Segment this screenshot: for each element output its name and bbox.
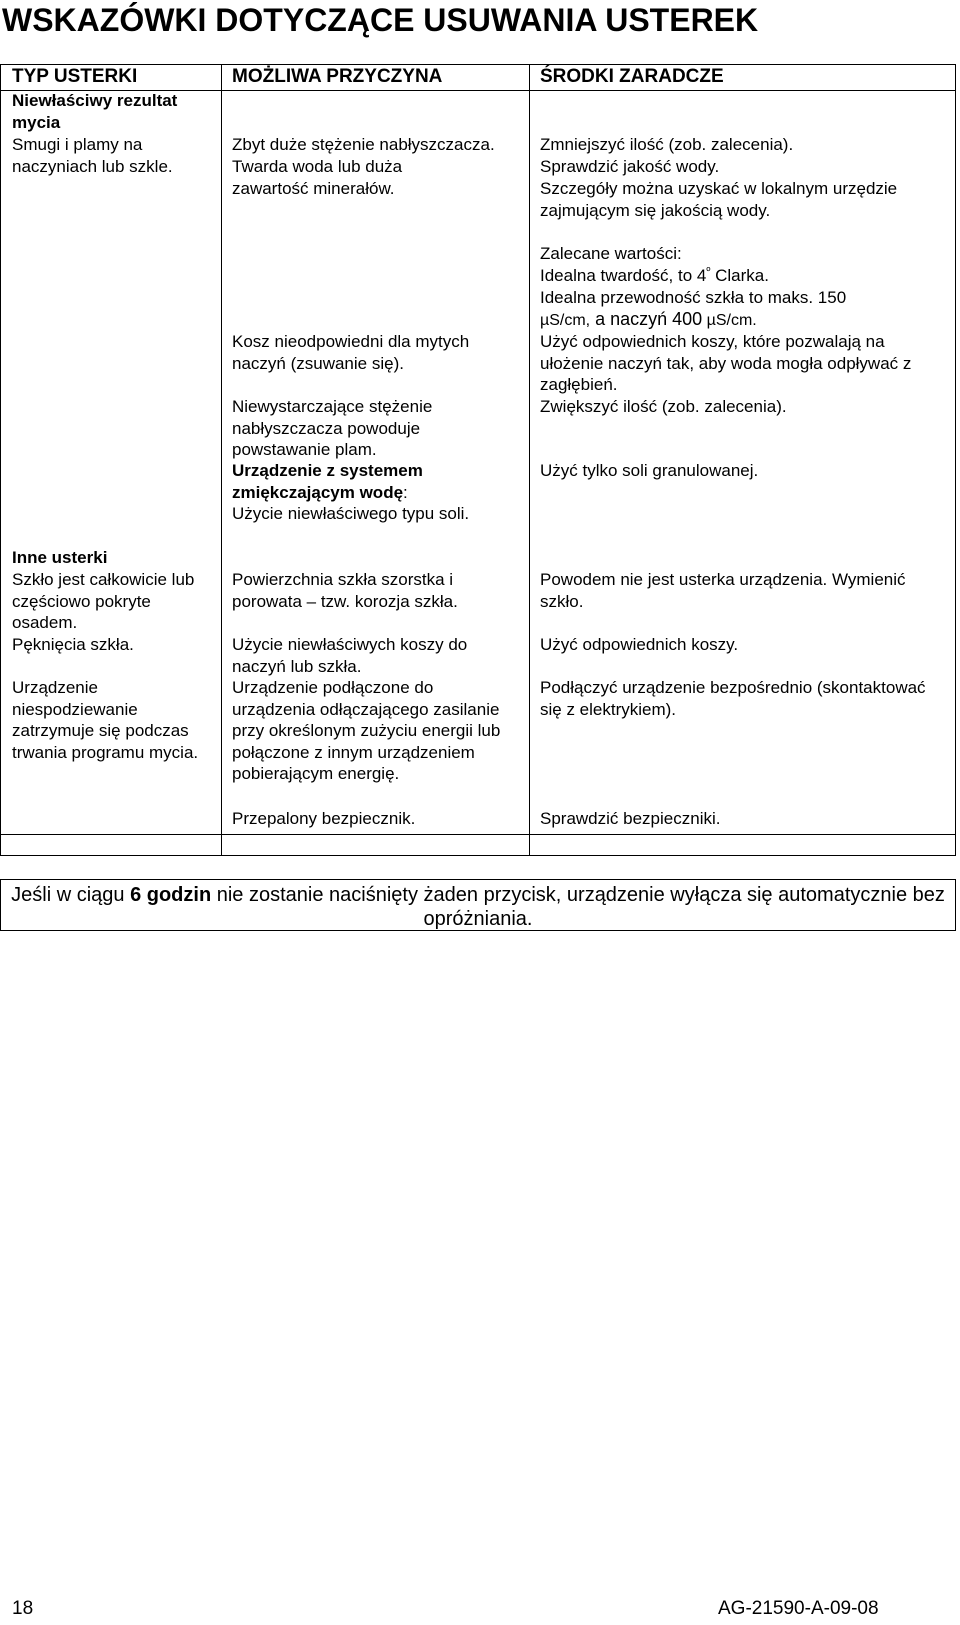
note-text-start: Jeśli w ciągu (11, 884, 131, 906)
cause-glass-corrosion: Powierzchnia szkła szorstka i porowata – tzw. korozja szkła. (232, 570, 458, 611)
remedy-increase-amount: Zwiększyć ilość (zob. zalecenia). (540, 397, 787, 416)
remedy-reduce-amount: Zmniejszyć ilość (zob. zalecenia). (540, 135, 794, 154)
column-divider (529, 64, 530, 856)
header-type: TYP USTERKI (12, 66, 138, 87)
wrong-salt-text: Użycie niewłaściwego typu soli. (232, 504, 470, 523)
row-divider (0, 855, 956, 856)
degree-symbol: º (706, 265, 711, 278)
remedy-ideal-conductivity: Idealna przewodność szkła to maks. 150 (540, 288, 847, 307)
cause-wrong-baskets: Użycie niewłaściwych koszy do naczyń lub szkła. (232, 635, 468, 676)
cause-insufficient-rinse-aid: Niewystarczające stężenie nabłyszczacza powoduje powstawanie plam. (232, 397, 433, 459)
remedy-recommended-values: Zalecane wartości: (540, 244, 682, 263)
hardness-unit: Clarka. (710, 266, 769, 285)
auto-off-note (0, 879, 956, 931)
remedy-proper-baskets: Użyć odpowiednich koszy, które pozwalają na ułożenie naczyń tak, aby woda mogła odpływać z zagłębień. (540, 332, 912, 394)
remedy-conductivity-values (540, 309, 950, 332)
remedy-direct-connection: Podłączyć urządzenie bezpośrednio (skontaktować się z elektrykiem). (540, 678, 926, 719)
softener-device-label: Urządzenie z systemem zmiękczającym wodę (232, 461, 423, 502)
fault-type-glass-deposit: Szkło jest całkowicie lub częściowo pokryte osadem. (12, 570, 195, 632)
header-remedy: ŚRODKI ZARADCZE (540, 66, 724, 87)
softener-colon: : (403, 482, 408, 502)
remedy-water-authority: Szczegóły można uzyskać w lokalnym urzędzie zajmującym się jakością wody. (540, 179, 898, 220)
cause-softener-salt (232, 460, 502, 525)
cause-hard-water: Twarda woda lub duża zawartość minerałów. (232, 157, 403, 198)
conductivity-glass-unit: µS/cm, (540, 312, 591, 329)
remedy-use-proper-baskets: Użyć odpowiednich koszy. (540, 635, 739, 654)
conductivity-dishes: a naczyń 400 (590, 309, 703, 329)
remedy-check-fuses: Sprawdzić bezpieczniki. (540, 809, 721, 828)
remedy-ideal-hardness (540, 265, 950, 287)
cause-blown-fuse: Przepalony bezpiecznik. (232, 809, 416, 828)
cause-power-cutoff: Urządzenie podłączone do urządzenia odłączającego zasilanie przy określonym zużyciu energii lub połączone z innym urządzeniem pobierającym energię. (232, 678, 501, 783)
remedy-replace-glass: Powodem nie jest usterka urządzenia. Wymienić szkło. (540, 570, 906, 611)
row-divider (0, 834, 956, 835)
page-title: WSKAZÓWKI DOTYCZĄCE USUWANIA USTEREK (2, 2, 759, 38)
fault-type-glass-cracks: Pęknięcia szkła. (12, 635, 134, 654)
section-label-other-faults: Inne usterki (12, 548, 108, 567)
page-number: 18 (12, 1598, 34, 1619)
cause-wrong-basket: Kosz nieodpowiedni dla mytych naczyń (zsuwanie się). (232, 332, 470, 373)
cause-rinse-aid-excess: Zbyt duże stężenie nabłyszczacza. (232, 135, 495, 154)
header-cause: MOŻLIWA PRZYCZYNA (232, 66, 443, 87)
section-label-bad-wash: Niewłaściwy rezultat mycia (12, 91, 178, 132)
conductivity-dishes-unit: µS/cm. (702, 312, 757, 329)
document-code: AG-21590-A-09-08 (718, 1598, 879, 1619)
fault-type-streaks: Smugi i plamy na naczyniach lub szkle. (12, 135, 173, 176)
note-hours: 6 godzin (130, 884, 212, 906)
remedy-granulated-salt: Użyć tylko soli granulowanej. (540, 461, 759, 480)
note-text-end: nie zostanie naciśnięty żaden przycisk, urządzenie wyłącza się automatycznie bez opróżniania. (211, 884, 945, 930)
column-divider (221, 64, 222, 856)
fault-type-unexpected-stop: Urządzenie niespodziewanie zatrzymuje się podczas trwania programu mycia. (12, 678, 199, 762)
remedy-check-water: Sprawdzić jakość wody. (540, 157, 720, 176)
hardness-text: Idealna twardość, to 4 (540, 266, 707, 285)
